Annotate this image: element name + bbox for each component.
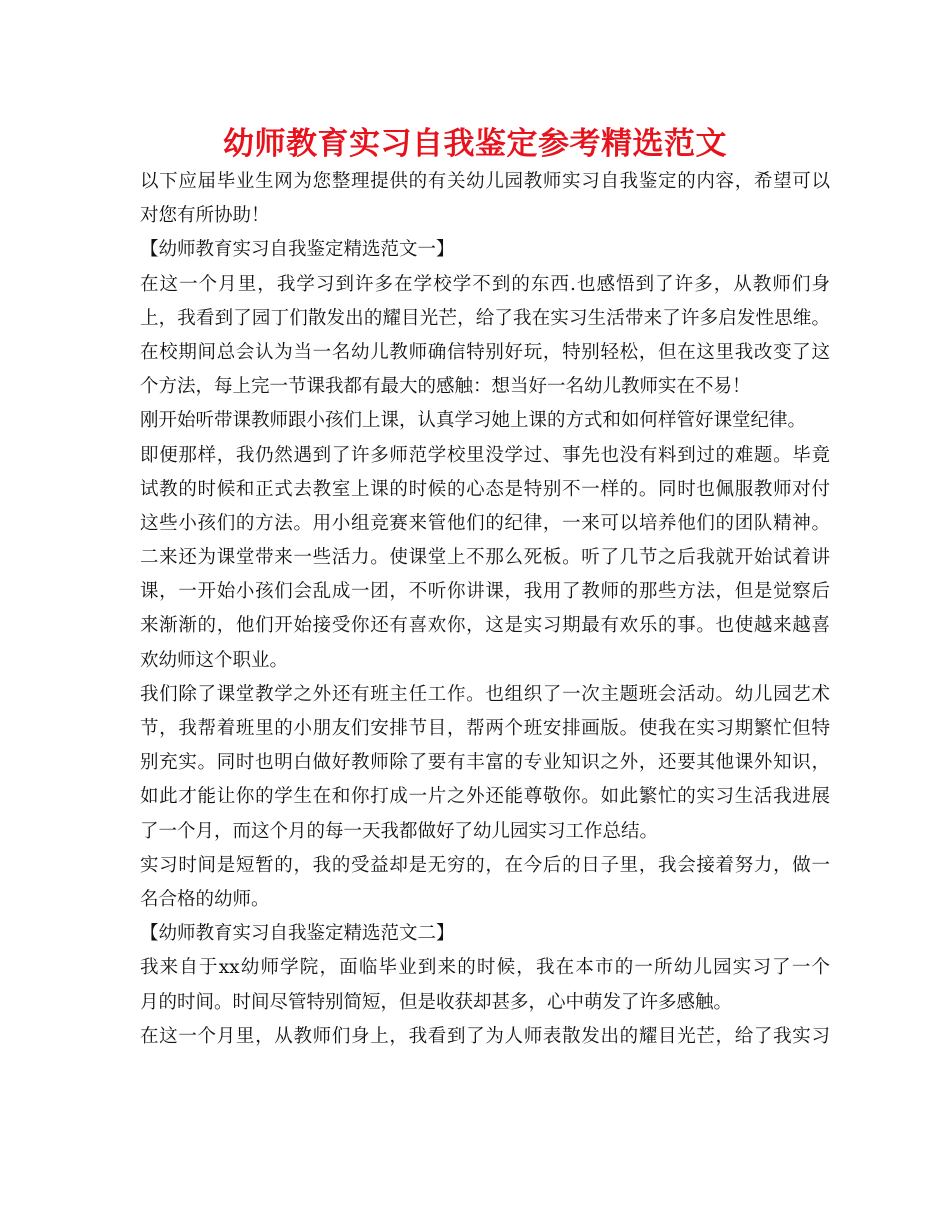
- text-line: 月的时间。时间尽管特别简短，但是收获却甚多，心中萌发了许多感触。: [140, 991, 733, 1013]
- text-line: 这些小孩们的方法。用小组竞赛来管他们的纪律，一来可以培养他们的团队精神。: [140, 512, 830, 534]
- text-line: 即便那样，我仍然遇到了许多师范学校里没学过、事先也没有料到过的难题。毕竟: [140, 444, 830, 466]
- text-line: 【幼师教育实习自我鉴定精选范文一】: [140, 239, 455, 261]
- text-line: 上，我看到了园丁们散发出的耀目光芒，给了我在实习生活带来了许多启发性思维。: [140, 307, 830, 329]
- text-line: 实习时间是短暂的，我的受益却是无穷的，在今后的日子里，我会接着努力，做一: [140, 854, 830, 876]
- text-line: 以下应届毕业生网为您整理提供的有关幼儿园教师实习自我鉴定的内容，希望可以: [140, 171, 830, 192]
- text-line: 节，我帮着班里的小朋友们安排节目，帮两个班安排画版。使我在实习期繁忙但特: [140, 718, 830, 739]
- text-line: 在这一个月里，我学习到许多在学校学不到的东西.也感悟到了许多，从教师们身: [140, 273, 830, 295]
- text-line: 了一个月，而这个月的每一天我都做好了幼儿园实习工作总结。: [140, 820, 659, 842]
- text-line: 二来还为课堂带来一些活力。使课堂上不那么死板。听了几节之后我就开始试着讲: [140, 547, 830, 569]
- text-line: 如此才能让你的学生在和你打成一片之外还能尊敬你。如此繁忙的实习生活我进展: [140, 786, 830, 808]
- text-line: 课，一开始小孩们会乱成一团，不听你讲课，我用了教师的那些方法，但是觉察后: [140, 581, 830, 603]
- text-line: 来渐渐的，他们开始接受你还有喜欢你，这是实习期最有欢乐的事。也使越来越喜: [140, 615, 830, 637]
- text-line: 个方法，每上完一节课我都有最大的感触：想当好一名幼儿教师实在不易！: [140, 376, 751, 398]
- text-line: 【幼师教育实习自我鉴定精选范文二】: [140, 923, 455, 945]
- document-title: 幼师教育实习自我鉴定参考精选范文: [223, 126, 727, 162]
- text-line: 试教的时候和正式去教室上课的时候的心态是特别不一样的。同时也佩服教师对付: [140, 478, 830, 500]
- text-line: 对您有所协助！: [140, 205, 270, 227]
- text-line: 刚开始听带课教师跟小孩们上课，认真学习她上课的方式和如何样管好课堂纪律。: [140, 410, 807, 432]
- text-line: 我来自于xx幼师学院，面临毕业到来的时候，我在本市的一所幼儿园实习了一个: [140, 957, 830, 979]
- text-line: 欢幼师这个职业。: [140, 649, 289, 671]
- text-line: 别充实。同时也明白做好教师除了要有丰富的专业知识之外，还要其他课外知识，: [140, 752, 830, 774]
- text-line: 在这一个月里，从教师们身上，我看到了为人师表散发出的耀目光芒，给了我实习: [140, 1025, 830, 1047]
- text-line: 我们除了课堂教学之外还有班主任工作。也组织了一次主题班会活动。幼儿园艺术: [140, 683, 830, 705]
- document-body: [140, 165, 830, 1054]
- text-line: 名合格的幼师。: [140, 888, 270, 910]
- text-line: 在校期间总会认为当一名幼儿教师确信特别好玩，特别轻松，但在这里我改变了这: [140, 341, 830, 363]
